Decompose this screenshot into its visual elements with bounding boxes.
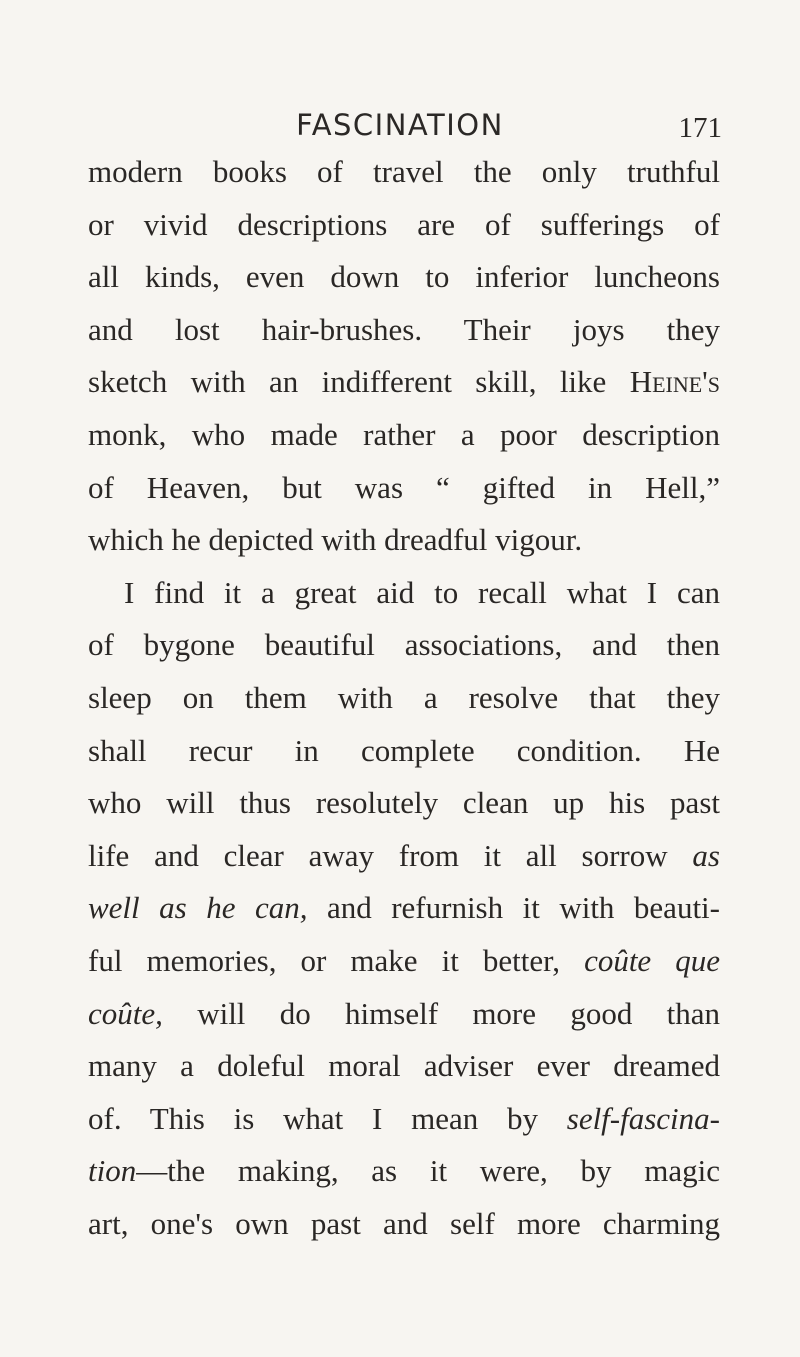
- text-segment: sketch with an indifferent skill, like: [88, 364, 630, 400]
- text-line: which he depicted with dreadful vigour.: [88, 522, 583, 558]
- text-line: [88, 935, 720, 988]
- text-line: [88, 1145, 720, 1198]
- text-line: of Heaven, but was “ gifted in Hell,”: [88, 469, 720, 505]
- italic-text: well as he can,: [88, 890, 308, 926]
- text-line: all kinds, even down to inferior luncheons: [88, 259, 720, 295]
- text-line: who will thus resolutely clean up his past: [88, 785, 720, 821]
- text-line: I find it a great aid to recall what I can: [124, 574, 720, 610]
- paragraph-1: [88, 146, 720, 567]
- italic-text: coûte,: [88, 995, 163, 1031]
- text-line: of bygone beautiful associations, and then: [88, 627, 720, 663]
- italic-text: as: [692, 837, 720, 873]
- text-segment: will do himself more good than: [162, 995, 720, 1031]
- text-line: [88, 830, 720, 883]
- italic-text: coûte que: [584, 942, 721, 978]
- text-line: monk, who made rather a poor description: [88, 416, 720, 452]
- text-line: art, one's own past and self more charming: [88, 1205, 720, 1241]
- text-segment: life and clear away from it all sorrow: [88, 837, 693, 873]
- text-segment: —the making, as it were, by magic: [136, 1153, 720, 1189]
- page-number: 171: [678, 112, 722, 144]
- paragraph-2: [88, 567, 720, 1251]
- text-segment: of. This is what I mean by: [88, 1100, 567, 1136]
- text-line: and lost hair-brushes. Their joys they: [88, 311, 720, 347]
- text-line: sleep on them with a resolve that they: [88, 679, 720, 715]
- text-line: or vivid descriptions are of sufferings of: [88, 206, 720, 242]
- text-line: many a doleful moral adviser ever dreamed: [88, 1048, 720, 1084]
- text-line: modern books of travel the only truthful: [88, 154, 720, 189]
- italic-text: self-fascina-: [566, 1100, 720, 1136]
- text-line: [88, 356, 720, 409]
- small-caps-name: Heine's: [629, 364, 720, 400]
- running-title: FASCINATION: [296, 108, 504, 142]
- text-line: [88, 1093, 720, 1146]
- text-line: shall recur in complete condition. He: [88, 732, 720, 768]
- italic-text: tion: [88, 1153, 137, 1189]
- body-text: [88, 146, 720, 1250]
- text-line: [88, 882, 720, 935]
- text-segment: ful memories, or make it better,: [88, 942, 585, 978]
- text-segment: and refurnish it with beauti-: [307, 890, 720, 926]
- text-line: [88, 988, 720, 1041]
